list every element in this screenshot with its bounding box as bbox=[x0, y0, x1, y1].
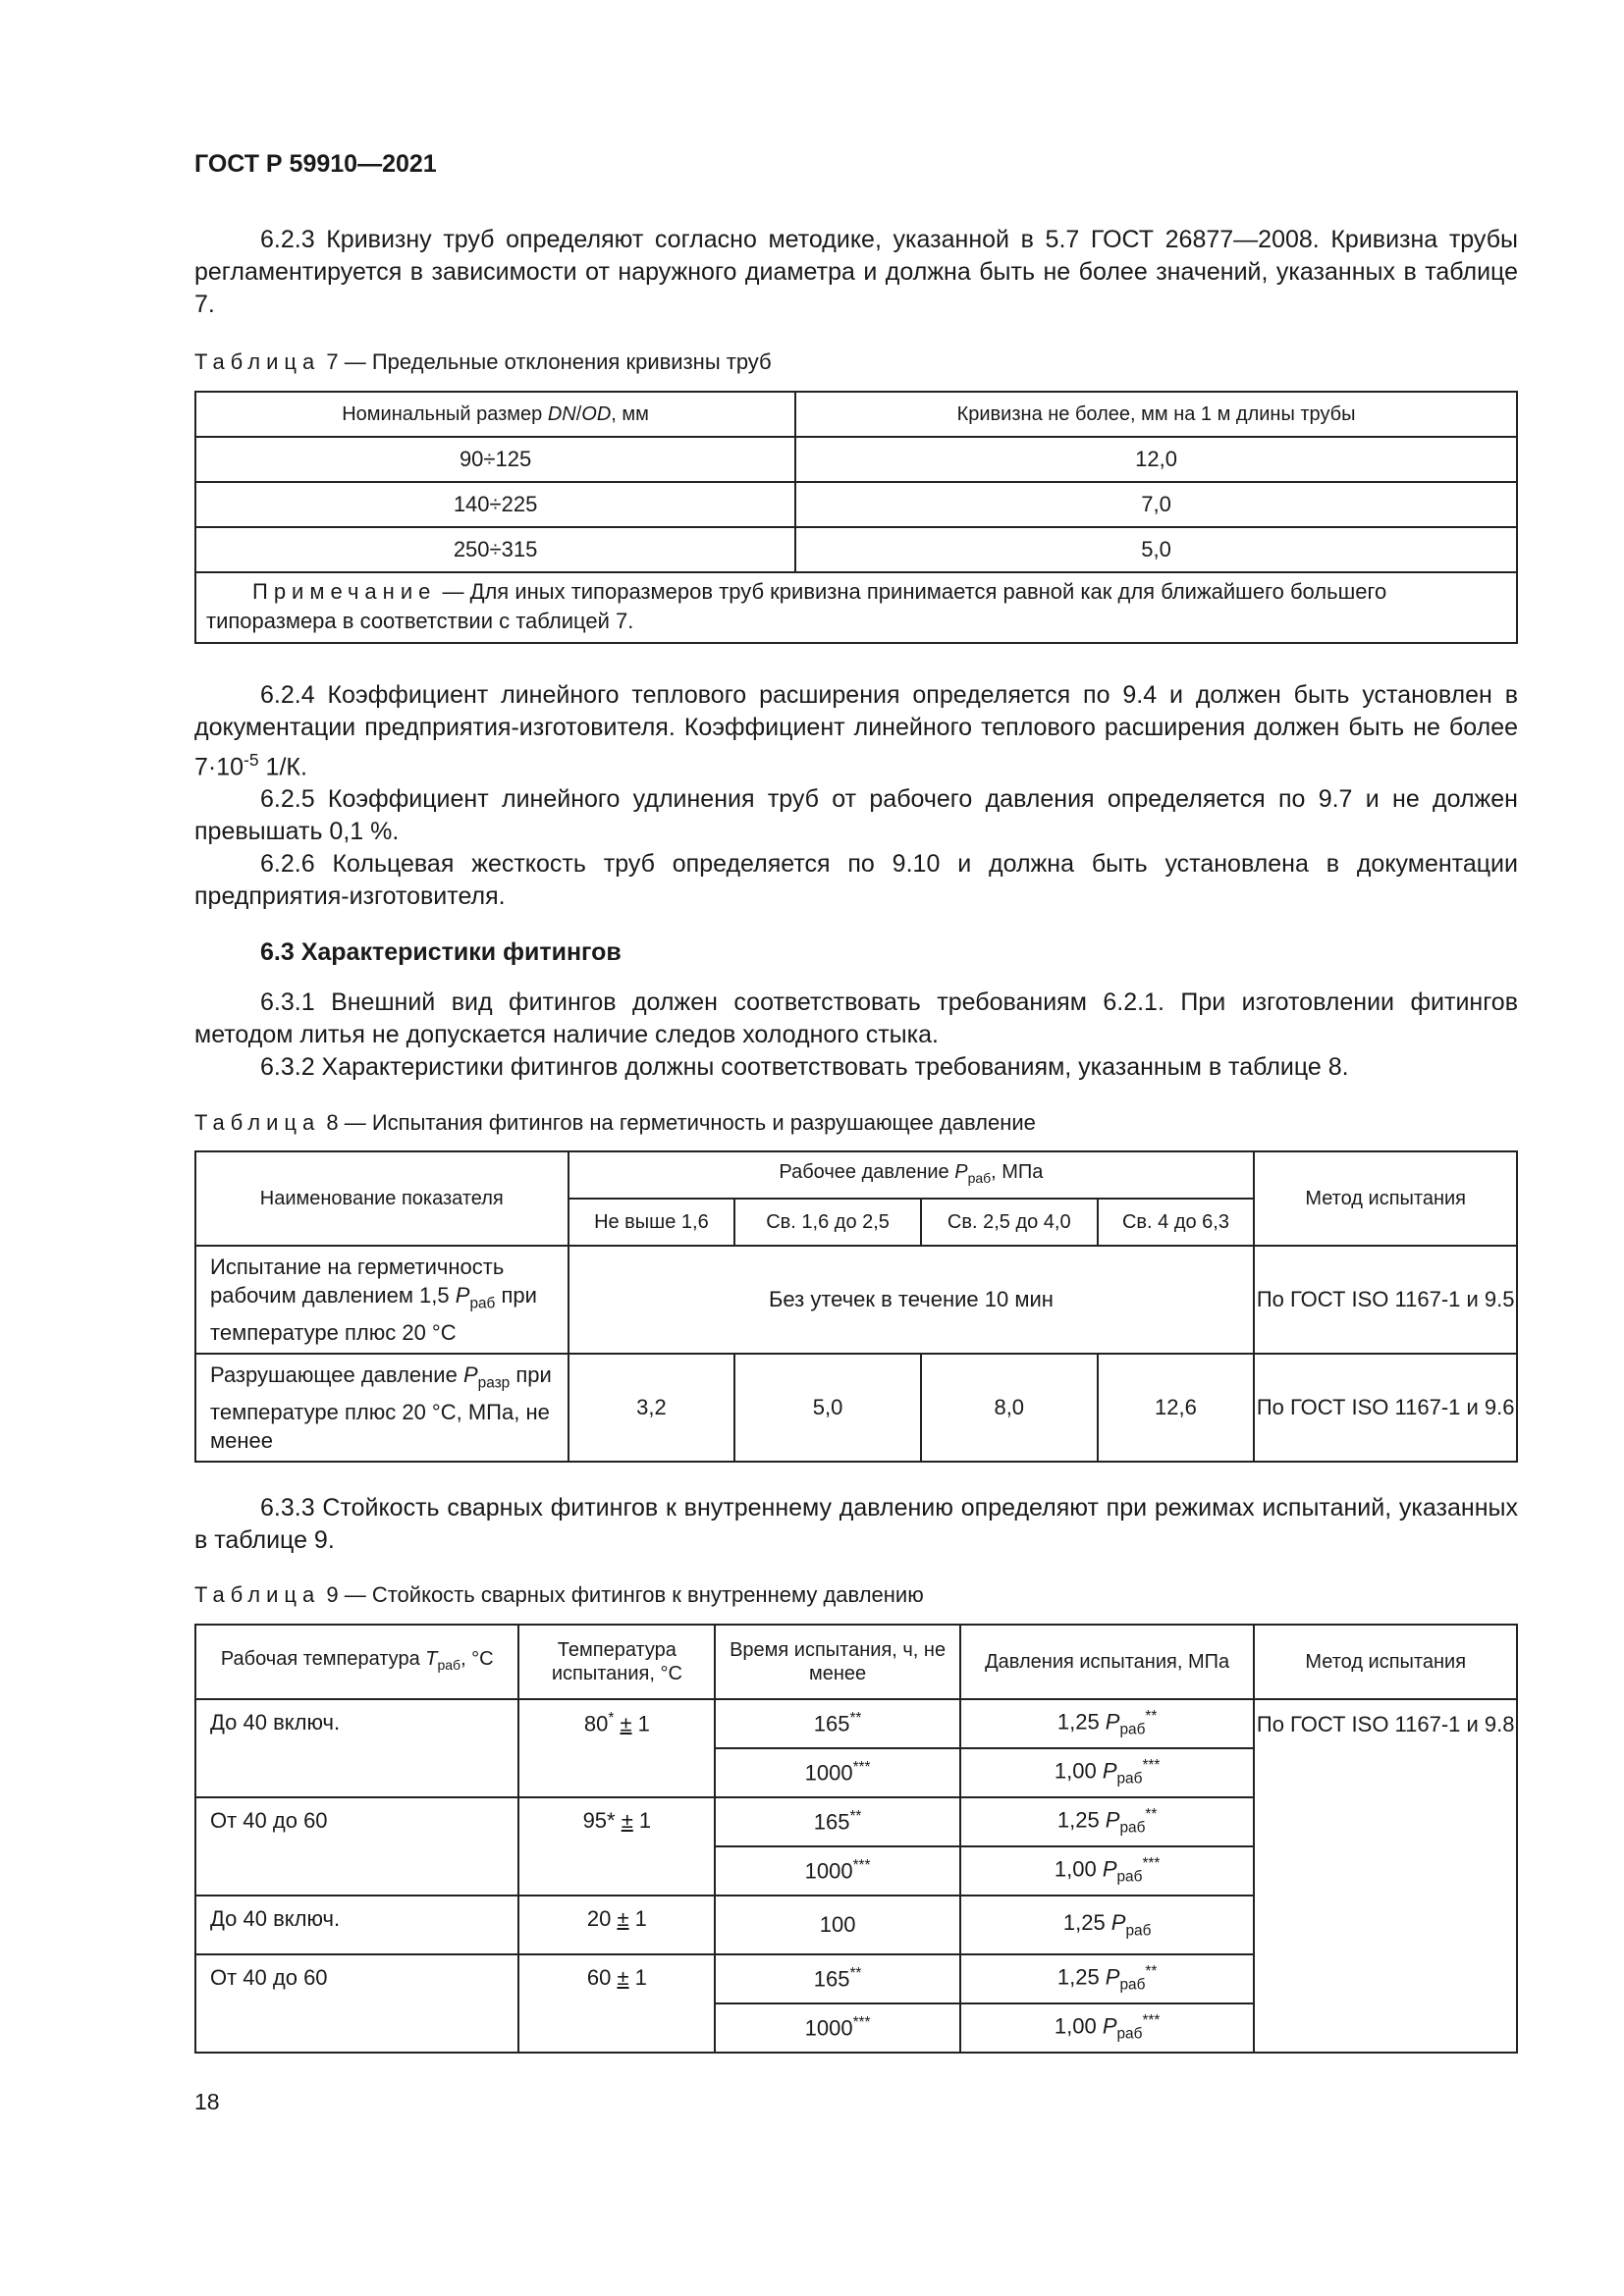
cell-curvature: 7,0 bbox=[795, 482, 1517, 527]
cell-time: 165** bbox=[715, 1797, 960, 1846]
cell-pressure: 1,00 $P_{раб}^{***}$ bbox=[960, 1748, 1255, 1797]
cell-time: 1000*** bbox=[715, 2003, 960, 2053]
section-heading-6-3: 6.3 Характеристики фитингов bbox=[260, 938, 622, 966]
cell-method: По ГОСТ ISO 1167-1 и 9.8 bbox=[1254, 1699, 1517, 2053]
document-header: ГОСТ Р 59910—2021 bbox=[194, 150, 437, 178]
cell-pressure: 1,25 $P_{раб}^{**}$ bbox=[960, 1954, 1255, 2003]
cell-value: Без утечек в течение 10 мин bbox=[568, 1246, 1255, 1354]
subheader-cell: Св. 2,5 до 4,0 bbox=[921, 1199, 1098, 1246]
cell-working-temp: От 40 до 60 bbox=[195, 1954, 518, 2053]
paragraph-6-3-3 bbox=[194, 1492, 1518, 1557]
paragraph-6-2-4: 6.2.4 Коэффициент линейного теплового расширения определяется по 9.4 и должен быть установлен в документации предприятия-изготовителя. Коэффициент линейного теплового расширения должен быть не более $7\cdot 10^{-5}$ 1/К. bbox=[194, 681, 1518, 781]
cell-working-temp: До 40 включ. bbox=[195, 1896, 518, 1954]
cell-value: 5,0 bbox=[734, 1354, 921, 1462]
table-note: Примечание — Для иных типоразмеров труб кривизна принимается равной как для ближайшего большего типоразмера в соответствии с таблицей 7. bbox=[195, 572, 1517, 643]
cell-size: 250÷315 bbox=[195, 527, 795, 572]
column-header-name: Наименование показателя bbox=[195, 1151, 568, 1246]
paragraph-6-2-3 bbox=[194, 224, 1518, 321]
cell-pressure: 1,00 $P_{раб}^{***}$ bbox=[960, 2003, 1255, 2053]
table9-caption bbox=[194, 1582, 924, 1608]
cell-value: 12,6 bbox=[1098, 1354, 1255, 1462]
paragraph-6-2-5: 6.2.5 Коэффициент линейного удлинения труб от рабочего давления определяется по 9.7 и не должен превышать 0,1 %. bbox=[194, 785, 1518, 846]
column-header-curvature: Кривизна не более, мм на 1 м длины трубы bbox=[795, 392, 1517, 437]
cell-method: По ГОСТ ISO 1167-1 и 9.5 bbox=[1254, 1246, 1517, 1354]
cell-size: 140÷225 bbox=[195, 482, 795, 527]
table-row bbox=[195, 1699, 1517, 1748]
paragraph-6-2-6: 6.2.6 Кольцевая жесткость труб определяется по 9.10 и должна быть установлена в документации предприятия-изготовителя. bbox=[194, 850, 1518, 911]
table-row bbox=[195, 1354, 1517, 1462]
cell-test-temp: 80* ± 1 bbox=[518, 1699, 715, 1797]
table8-caption bbox=[194, 1110, 1036, 1136]
cell-size: 90÷125 bbox=[195, 437, 795, 482]
column-header-method: Метод испытания bbox=[1254, 1151, 1517, 1246]
paragraph-6-3-2: 6.3.2 Характеристики фитингов должны соответствовать требованиям, указанным в таблице 8. bbox=[260, 1053, 1349, 1081]
cell-curvature: 5,0 bbox=[795, 527, 1517, 572]
paragraphs-6-2-4-to-6-2-6 bbox=[194, 679, 1518, 913]
caption-prefix: Таблица bbox=[194, 1110, 321, 1135]
cell-test-temp: 20 ± 1 bbox=[518, 1896, 715, 1954]
cell-time: 100 bbox=[715, 1896, 960, 1954]
column-header-pressure: Рабочее давление $P_{раб}$, МПа bbox=[568, 1151, 1255, 1199]
column-header-size: Номинальный размер DN/OD, мм bbox=[195, 392, 795, 437]
cell-pressure: 1,25 $P_{раб}^{**}$ bbox=[960, 1797, 1255, 1846]
page-number: 18 bbox=[194, 2089, 220, 2114]
caption-prefix: Таблица bbox=[194, 1582, 321, 1607]
paragraph-text: 6.2.3 Кривизну труб определяют согласно методике, указанной в 5.7 ГОСТ 26877—2008. Кривизна трубы регламентируется в зависимости от наружного диаметра и должна быть не более значений, указанных в таблице 7. bbox=[194, 226, 1518, 318]
column-header-test-temp: Температура испытания, °С bbox=[518, 1625, 715, 1699]
subheader-cell: Св. 4 до 6,3 bbox=[1098, 1199, 1255, 1246]
cell-curvature: 12,0 bbox=[795, 437, 1517, 482]
cell-test-temp: 95* ± 1 bbox=[518, 1797, 715, 1896]
table-note-row bbox=[195, 572, 1517, 643]
table-8 bbox=[194, 1150, 1518, 1463]
caption-prefix: Таблица bbox=[194, 349, 321, 374]
subheader-cell: Св. 1,6 до 2,5 bbox=[734, 1199, 921, 1246]
cell-name: Испытание на герметичность рабочим давлением 1,5 $P_{раб}$ при температуре плюс 20 °С bbox=[195, 1246, 568, 1354]
table-row bbox=[195, 1246, 1517, 1354]
cell-time: 165** bbox=[715, 1699, 960, 1748]
table-9 bbox=[194, 1624, 1518, 2054]
cell-pressure: 1,25 $P_{раб}$ bbox=[960, 1896, 1255, 1954]
caption-text: 8 — Испытания фитингов на герметичность и разрушающее давление bbox=[320, 1110, 1036, 1135]
paragraph-text: 6.3.3 Стойкость сварных фитингов к внутреннему давлению определяют при режимах испытаний, указанных в таблице 9. bbox=[194, 1494, 1518, 1554]
cell-test-temp: 60 ± 1 bbox=[518, 1954, 715, 2053]
table7-caption bbox=[194, 349, 772, 375]
table-header-row bbox=[195, 392, 1517, 437]
cell-method: По ГОСТ ISO 1167-1 и 9.6 bbox=[1254, 1354, 1517, 1462]
table-header-row bbox=[195, 1151, 1517, 1199]
column-header-method: Метод испытания bbox=[1254, 1625, 1517, 1699]
table-row bbox=[195, 527, 1517, 572]
cell-value: 3,2 bbox=[568, 1354, 735, 1462]
column-header-test-pressure: Давления испытания, МПа bbox=[960, 1625, 1255, 1699]
cell-time: 1000*** bbox=[715, 1846, 960, 1896]
cell-name: Разрушающее давление $P_{разр}$ при температуре плюс 20 °С, МПа, не менее bbox=[195, 1354, 568, 1462]
cell-time: 165** bbox=[715, 1954, 960, 2003]
caption-text: 7 — Предельные отклонения кривизны труб bbox=[320, 349, 772, 374]
table-7 bbox=[194, 391, 1518, 644]
table-row bbox=[195, 437, 1517, 482]
paragraph-6-3-1: 6.3.1 Внешний вид фитингов должен соответствовать требованиям 6.2.1. При изготовлении фитингов методом литья не допускается наличие следов холодного стыка. bbox=[194, 988, 1518, 1048]
paragraphs-6-3-1-to-6-3-2 bbox=[194, 987, 1518, 1084]
column-header-test-time: Время испытания, ч, не менее bbox=[715, 1625, 960, 1699]
subheader-cell: Не выше 1,6 bbox=[568, 1199, 735, 1246]
cell-time: 1000*** bbox=[715, 1748, 960, 1797]
cell-value: 8,0 bbox=[921, 1354, 1098, 1462]
table-header-row bbox=[195, 1625, 1517, 1699]
cell-working-temp: До 40 включ. bbox=[195, 1699, 518, 1797]
cell-working-temp: От 40 до 60 bbox=[195, 1797, 518, 1896]
table-row bbox=[195, 482, 1517, 527]
column-header-working-temp: Рабочая температура $T_{раб}$, °С bbox=[195, 1625, 518, 1699]
cell-pressure: 1,00 $P_{раб}^{***}$ bbox=[960, 1846, 1255, 1896]
caption-text: 9 — Стойкость сварных фитингов к внутреннему давлению bbox=[320, 1582, 924, 1607]
cell-pressure: 1,25 $P_{раб}^{**}$ bbox=[960, 1699, 1255, 1748]
